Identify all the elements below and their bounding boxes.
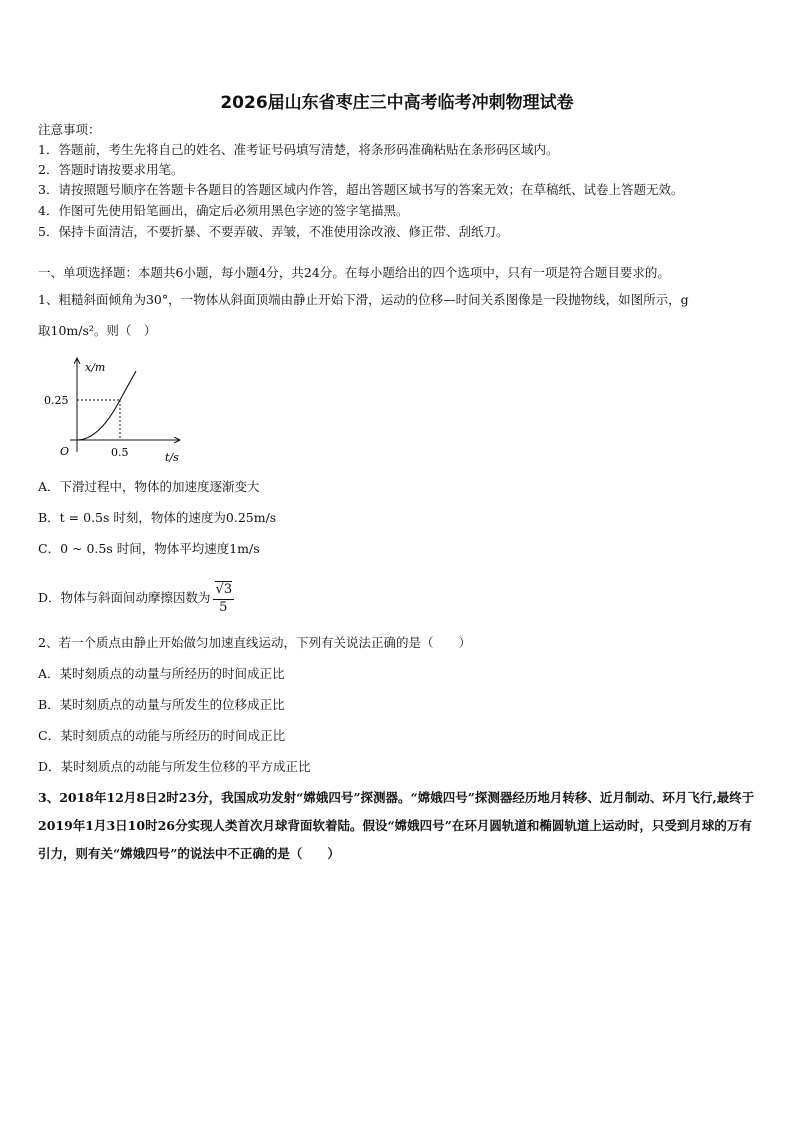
q1-option-d-fraction: [213, 581, 235, 616]
y-tick-label: 0.25: [44, 394, 69, 407]
q1-option-d: [38, 577, 234, 619]
q1-option-d-text: D．物体与斜面间动摩擦因数为: [38, 590, 211, 605]
fraction-denominator: 5: [219, 599, 228, 615]
q2-option-d: D．某时刻质点的动能与所发生位移的平方成正比: [38, 759, 311, 774]
q2-option-c: C．某时刻质点的动能与所经历的时间成正比: [38, 728, 286, 743]
x-tick-label: 0.5: [111, 446, 129, 459]
fraction-numerator: √3: [213, 581, 235, 600]
notice-item-4: 4．作图可先使用铅笔画出，确定后必须用黑色字迹的签字笔描黑。: [38, 203, 409, 218]
q1-stem-line1: 1、粗糙斜面倾角为30°，一物体从斜面顶端由静止开始下滑，运动的位移—时间关系图像是一段抛物线，如图所示，g: [38, 292, 689, 307]
q2-stem: 2、若一个质点由静止开始做匀加速直线运动，下列有关说法正确的是（ ）: [38, 635, 471, 650]
notice-item-5: 5．保持卡面清洁，不要折暴、不要弄破、弄皱，不准使用涂改液、修正带、刮纸刀。: [38, 224, 509, 239]
origin-label: O: [60, 445, 70, 458]
q3-stem: 3、2018年12月8日2时23分，我国成功发射“嫦娥四号”探测器。“嫦娥四号”探测器经历地月转移、近月制动、环月飞行,最终于2019年1月3日10时26分实现人类首次月球背面软着陆。假设“嫦娥四号”在环月圆轨道和椭圆轨道上运动时，只受到月球的万有引力，则有关“嫦娥四号”的说法中不正确的是（ ）: [38, 790, 755, 861]
page-title: 2026届山东省枣庄三中高考临考冲刺物理试卷: [220, 93, 574, 113]
notice-item-2: 2．答题时请按要求用笔。: [38, 162, 184, 177]
q1-displacement-time-graph: [40, 352, 190, 464]
q1-option-b: B．t = 0.5s 时刻，物体的速度为0.25m/s: [38, 510, 277, 525]
notice-item-3: 3．请按照题号顺序在答题卡各题目的答题区域内作答，超出答题区域书写的答案无效；在草稿纸、试卷上答题无效。: [38, 182, 684, 197]
notice-heading: 注意事项：: [38, 122, 101, 137]
notice-item-1: 1．答题前，考生先将自己的姓名、准考证号码填写清楚，将条形码准确粘贴在条形码区域内。: [38, 142, 559, 157]
y-axis-label: x/m: [85, 361, 106, 374]
q2-option-a: A．某时刻质点的动量与所经历的时间成正比: [38, 666, 285, 681]
q2-option-b: B．某时刻质点的动量与所发生的位移成正比: [38, 697, 285, 712]
x-axis-label: t/s: [165, 451, 179, 464]
section-heading: 一、单项选择题：本题共6小题，每小题4分，共24分。在每小题给出的四个选项中，只有一项是符合题目要求的。: [38, 265, 670, 280]
parabola-curve: [77, 371, 136, 440]
q1-option-a: A．下滑过程中，物体的加速度逐渐变大: [38, 479, 260, 494]
q1-stem-line2: 取10m/s²。则（ ）: [38, 323, 157, 338]
q1-option-c: C．0 ~ 0.5s 时间，物体平均速度1m/s: [38, 541, 260, 556]
